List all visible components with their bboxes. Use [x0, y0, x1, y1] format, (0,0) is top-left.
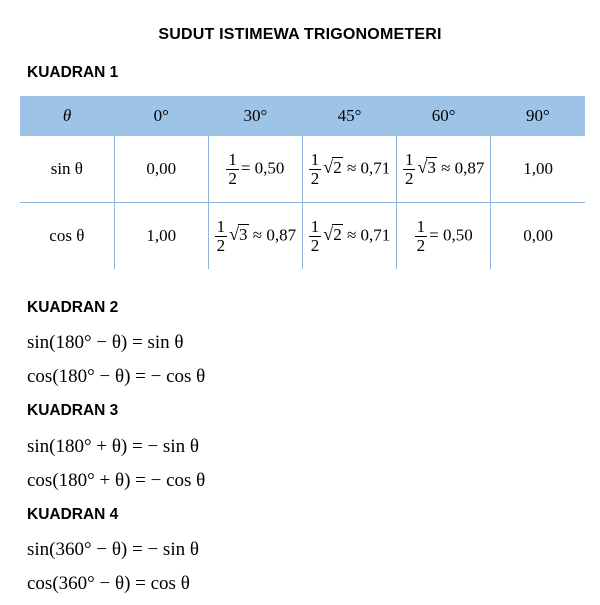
kuadran-3-sin-formula: sin(180° + θ) = − sin θ	[27, 436, 199, 457]
table-header-row	[20, 96, 585, 136]
kuadran-3-heading: KUADRAN 3	[27, 402, 119, 419]
kuadran-2-heading: KUADRAN 2	[27, 299, 119, 316]
sin-45	[302, 136, 396, 203]
square-root: √3	[229, 223, 248, 244]
row-label-sin: sin θ	[20, 136, 114, 203]
header-60-deg: 60°	[397, 96, 491, 136]
header-0-deg: 0°	[114, 96, 208, 136]
kuadran-4-sin-formula: sin(360° − θ) = − sin θ	[27, 539, 199, 560]
cos-60-value: = 0,50	[429, 224, 473, 244]
kuadran-4-heading: KUADRAN 4	[27, 506, 119, 523]
fraction: $\frac{1}{2}$	[404, 149, 414, 188]
fraction: $\frac{1}{2}$	[416, 216, 426, 255]
header-30-deg: 30°	[208, 96, 302, 136]
fraction: $\frac{1}{2}$	[310, 216, 320, 255]
header-90-deg: 90°	[491, 96, 585, 136]
fraction: $\frac{1}{2}$	[310, 149, 320, 188]
cos-90: 0,00	[491, 203, 585, 270]
special-angles-table	[20, 96, 585, 269]
table-row-cos	[20, 203, 585, 270]
sin-30-value: = 0,50	[240, 157, 285, 177]
sin-45-value: ≈ 0,71	[346, 157, 391, 177]
kuadran-2-sin-formula: sin(180° − θ) = sin θ	[27, 332, 184, 353]
header-theta: θ	[20, 96, 114, 136]
cos-30-value: ≈ 0,87	[252, 224, 297, 244]
fraction: $\frac{1}{2}$	[228, 149, 237, 188]
cos-45-value: ≈ 0,71	[346, 224, 391, 244]
cos-0: 1,00	[114, 203, 208, 270]
cos-60	[397, 203, 491, 270]
sin-90: 1,00	[491, 136, 585, 203]
square-root: √2	[323, 223, 342, 244]
kuadran-3-cos-formula: cos(180° + θ) = − cos θ	[27, 470, 206, 491]
row-label-cos: cos θ	[49, 226, 85, 245]
fraction: $\frac{1}{2}$	[216, 216, 226, 255]
cos-30	[208, 203, 302, 270]
kuadran-1-heading: KUADRAN 1	[27, 64, 119, 81]
kuadran-2-cos-formula: cos(180° − θ) = − cos θ	[27, 366, 206, 387]
sin-60	[397, 136, 491, 203]
sin-60-value: ≈ 0,87	[441, 157, 485, 177]
square-root: √2	[323, 156, 342, 177]
cos-45	[302, 203, 396, 270]
kuadran-4-cos-formula: cos(360° − θ) = cos θ	[27, 573, 190, 594]
page-title: SUDUT ISTIMEWA TRIGONOMETERI	[158, 26, 442, 43]
sin-0: 0,00	[114, 136, 208, 203]
square-root: √3	[417, 156, 436, 177]
table-row-sin	[20, 136, 585, 203]
sin-30	[208, 136, 302, 203]
header-45-deg: 45°	[302, 96, 396, 136]
